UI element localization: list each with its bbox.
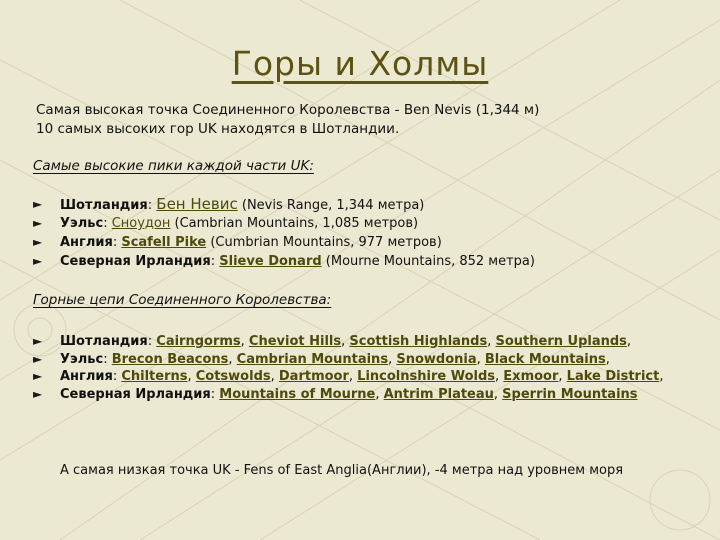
triangle-right-icon: ►	[33, 235, 43, 249]
region-label: Северная Ирландия	[60, 386, 211, 402]
list-item: ► Англия: Scafell Pike (Cumbrian Mountains, 977 метров)	[33, 235, 442, 250]
peak-detail: (Cambrian Mountains, 1,085 метров)	[170, 216, 419, 231]
range-link[interactable]: Brecon Beacons	[111, 351, 229, 367]
triangle-right-icon: ►	[33, 386, 43, 401]
list-item: ► Уэльс: Сноудон (Cambrian Mountains, 1,085 метров)	[33, 216, 419, 231]
range-link[interactable]: Southern Uplands	[495, 334, 627, 349]
triangle-right-icon: ►	[33, 351, 43, 366]
range-link[interactable]: Cheviot Hills	[248, 334, 342, 349]
peak-link[interactable]: Slieve Donard	[219, 254, 322, 269]
list-item: ► Северная Ирландия: Slieve Donard (Mourne Mountains, 852 метра)	[33, 254, 535, 269]
range-link[interactable]: Cairngorms	[156, 334, 241, 349]
list-item: ► Уэльс: Brecon Beacons, Cambrian Mountains, Snowdonia, Black Mountains,	[33, 351, 610, 367]
region-label: Англия	[60, 235, 113, 250]
range-link[interactable]: Scottish Highlands	[349, 334, 488, 349]
triangle-right-icon: ►	[33, 197, 43, 211]
peak-link[interactable]: Бен Невис	[156, 195, 238, 213]
intro-line-1: Самая высокая точка Соединенного Королевства - Ben Nevis (1,344 м)	[36, 102, 540, 118]
region-label: Северная Ирландия	[60, 254, 211, 269]
region-label: Уэльс	[60, 351, 104, 367]
footer-note: А самая низкая точка UK - Fens of East Anglia(Англии), -4 метра над уровнем моря	[60, 463, 624, 478]
ranges-heading: Горные цепи Соединенного Королевства:	[33, 292, 332, 308]
list-item: ► Англия: Chilterns, Cotswolds, Dartmoor, Lincolnshire Wolds, Exmoor, Lake District,	[33, 369, 664, 384]
triangle-right-icon: ►	[33, 254, 43, 268]
peak-detail: (Nevis Range, 1,344 метра)	[237, 198, 425, 213]
range-link[interactable]: Mountains of Mourne	[219, 386, 376, 402]
range-link[interactable]: Chilterns	[121, 369, 188, 384]
peaks-list	[33, 195, 535, 271]
peak-link[interactable]: Scafell Pike	[121, 235, 207, 250]
triangle-right-icon: ►	[33, 369, 43, 383]
range-link[interactable]: Lincolnshire Wolds	[357, 369, 496, 384]
list-item: ► Северная Ирландия: Mountains of Mourne, Antrim Plateau, Sperrin Mountains	[33, 386, 638, 402]
range-link[interactable]: Snowdonia	[396, 351, 477, 367]
range-link[interactable]: Lake District	[566, 369, 660, 384]
region-label: Шотландия	[60, 198, 148, 213]
list-item: ► Шотландия: Cairngorms, Cheviot Hills, Scottish Highlands, Southern Uplands,	[33, 334, 632, 349]
range-link[interactable]: Sperrin Mountains	[502, 386, 638, 402]
region-label: Англия	[60, 369, 113, 384]
peak-detail: (Cumbrian Mountains, 977 метров)	[206, 235, 442, 250]
peak-detail: (Mourne Mountains, 852 метра)	[321, 254, 535, 269]
range-link[interactable]: Antrim Plateau	[383, 386, 494, 402]
slide-title: Горы и Холмы	[231, 44, 489, 83]
peak-link[interactable]: Сноудон	[111, 216, 171, 231]
intro-text	[36, 101, 539, 139]
range-link[interactable]: Dartmoor	[278, 369, 349, 384]
ranges-list	[33, 333, 683, 403]
range-link[interactable]: Cotswolds	[195, 369, 271, 384]
range-link[interactable]: Exmoor	[503, 369, 559, 384]
range-link[interactable]: Cambrian Mountains	[236, 351, 389, 367]
region-label: Уэльс	[60, 216, 104, 231]
region-label: Шотландия	[60, 334, 148, 349]
list-item: ► Шотландия: Бен Невис (Nevis Range, 1,344 метра)	[33, 195, 425, 213]
range-link[interactable]: Black Mountains	[484, 351, 606, 367]
peaks-heading: Самые высокие пики каждой части UK:	[33, 158, 314, 174]
triangle-right-icon: ►	[33, 334, 43, 348]
intro-line-2: 10 самых высоких гор UK находятся в Шотландии.	[36, 121, 400, 137]
triangle-right-icon: ►	[33, 216, 43, 230]
